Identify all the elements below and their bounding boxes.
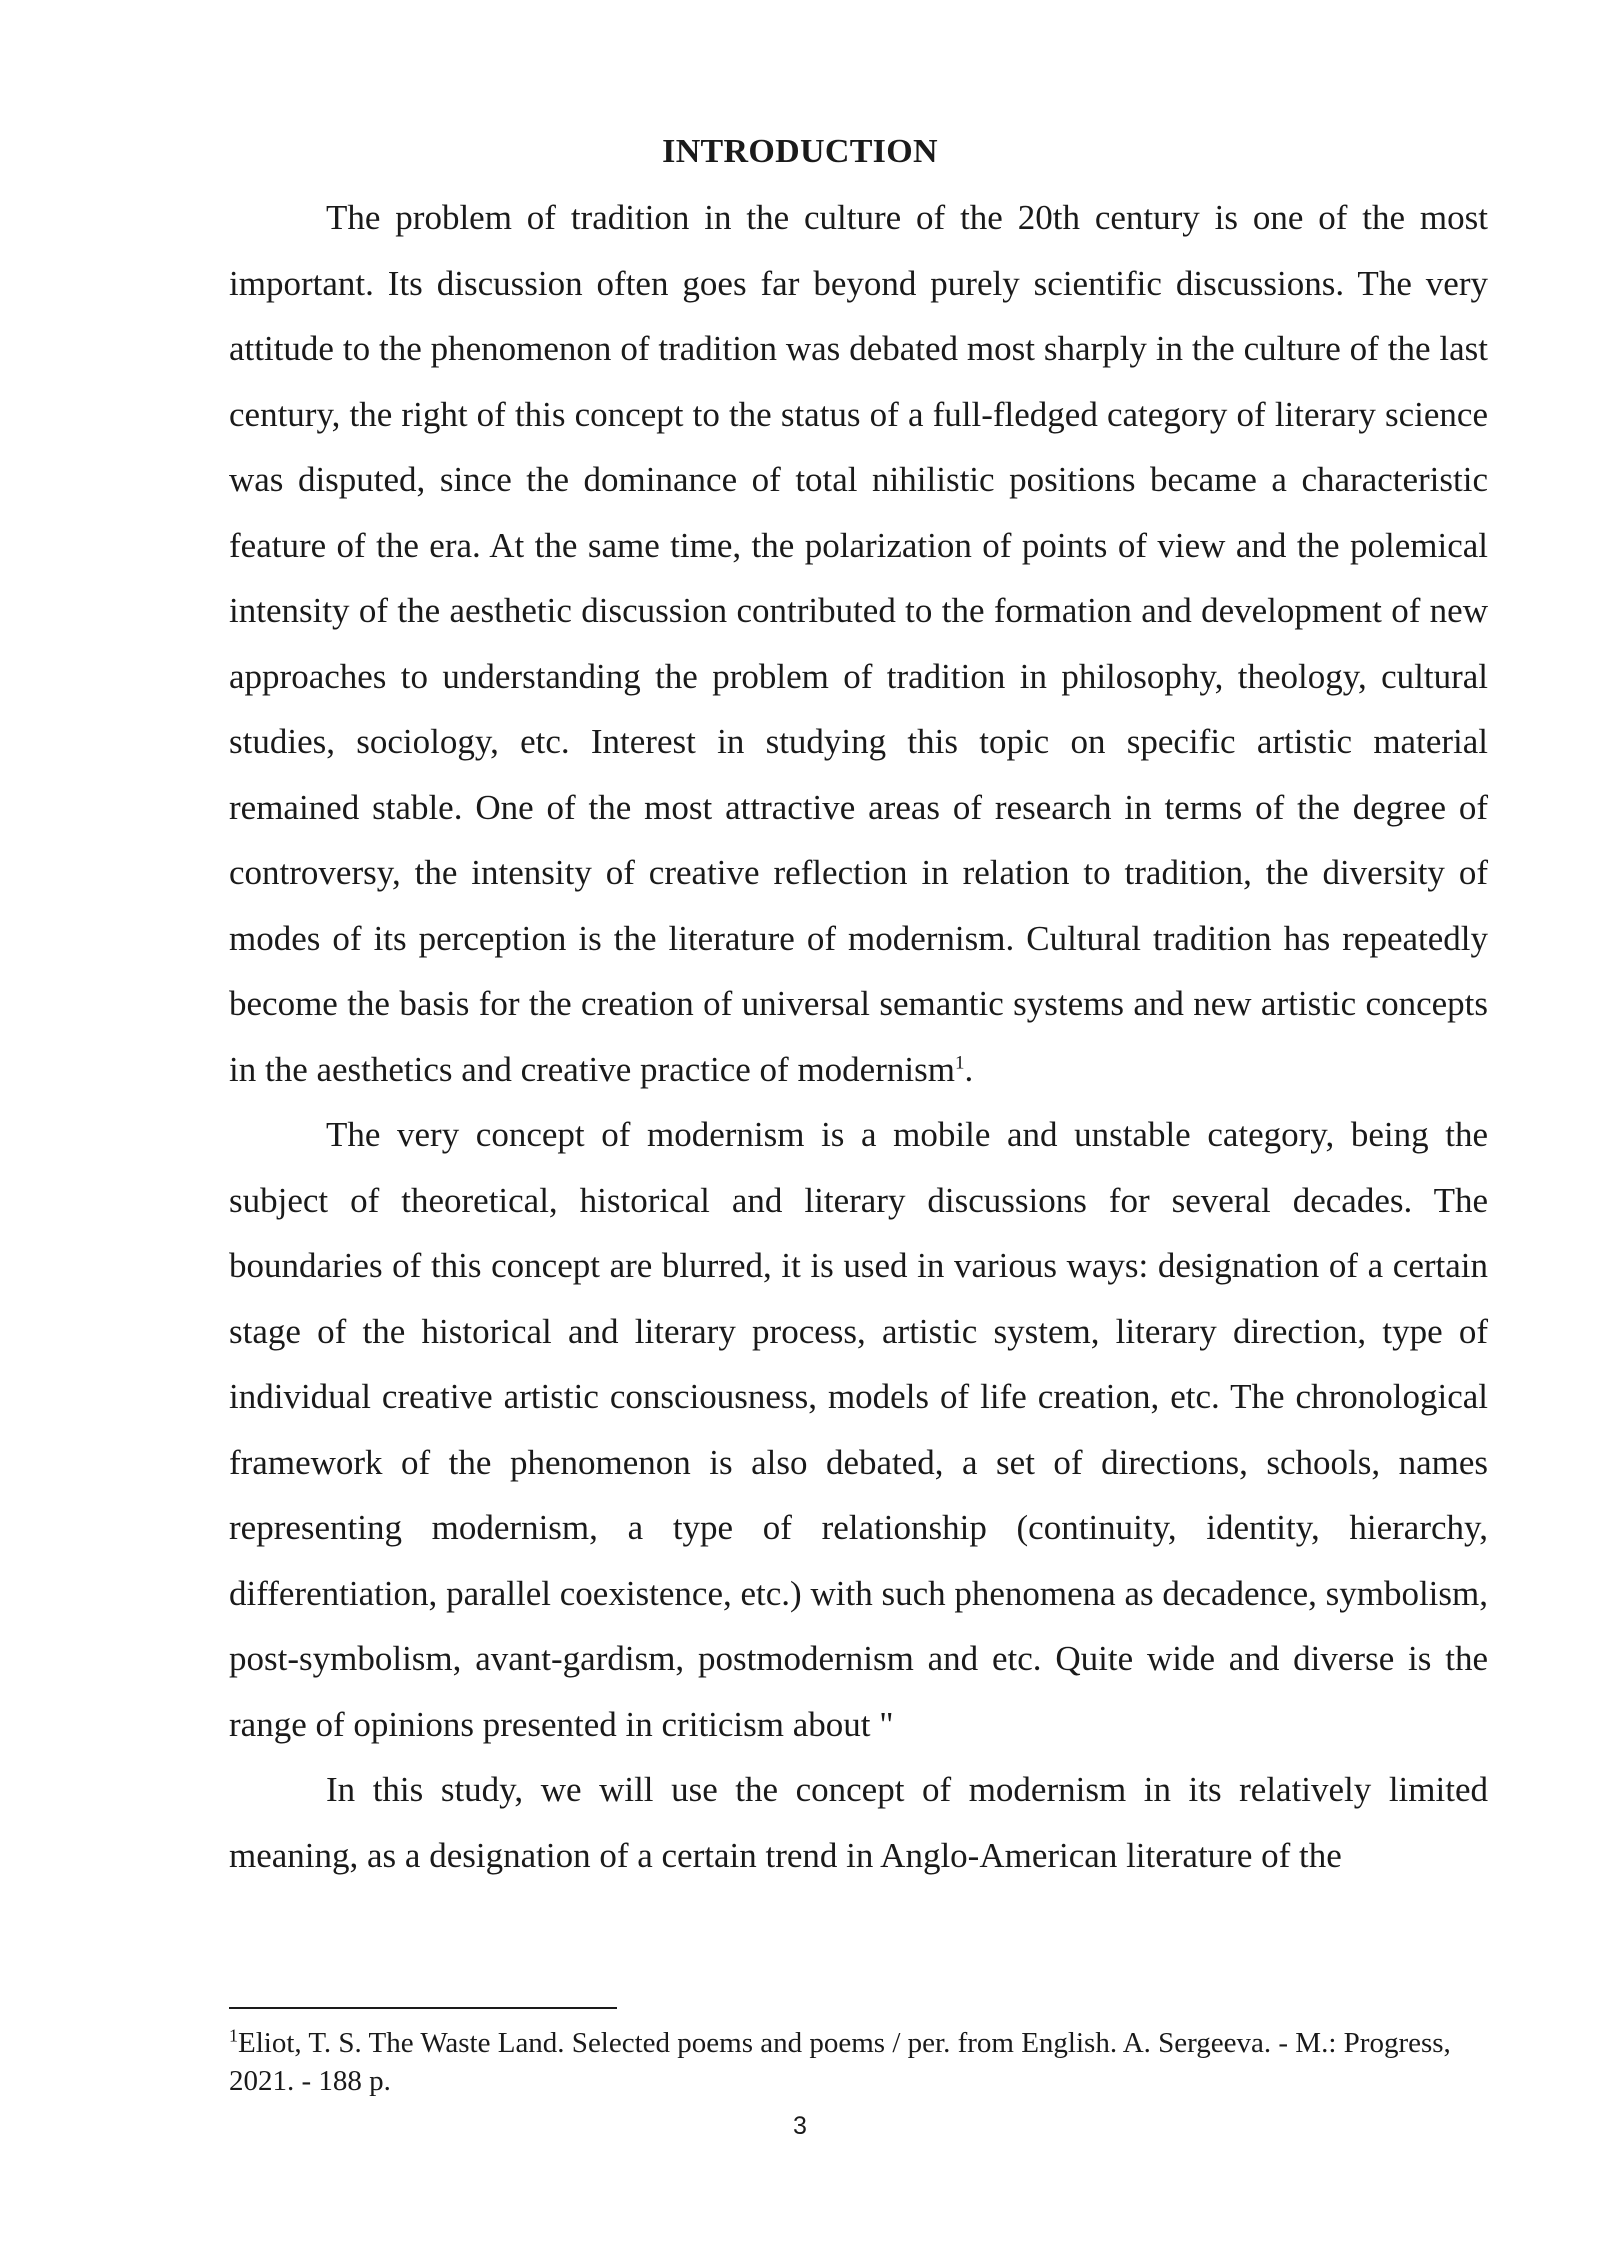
footnote-reference[interactable]: 1 bbox=[954, 1051, 965, 1073]
paragraph-2: The very concept of modernism is a mobile and unstable category, being the subject of theoretical, historical and literary discussions for several decades. The boundaries of this concept are blurred, it is used in various ways: designation of a certain stage of the historical and literary process, artistic system, literary direction, type of individual creative artistic consciousness, models of life creation, etc. The chronological framework of the phenomenon is also debated, a set of directions, schools, names representing modernism, a type of relationship (continuity, identity, hierarchy, differentiation, parallel coexistence, etc.) with such phenomena as decadence, symbolism, post-symbolism, avant-gardism, postmodernism and etc. Quite wide and diverse is the range of opinions presented in criticism about " bbox=[229, 1115, 1488, 1744]
footnote-number: 1 bbox=[229, 2025, 238, 2046]
footnote-divider bbox=[229, 2007, 617, 2009]
footnote bbox=[229, 2024, 1488, 2100]
paragraph-3: In this study, we will use the concept of modernism in its relatively limited meaning, as a designation of a certain trend in Anglo-American literature of the bbox=[229, 1770, 1488, 1875]
paragraph-1 bbox=[229, 185, 1488, 1102]
page-number: 3 bbox=[793, 2112, 807, 2140]
paragraph-1-end: . bbox=[964, 1049, 974, 1089]
paragraph-1-text: The problem of tradition in the culture of the 20th century is one of the most important. Its discussion often goes far beyond purely scientific discussions. The very attitude to the phenomenon of tradition was debated most sharply in the culture of the last century, the right of this concept to the status of a full-fledged category of literary science was disputed, since the dominance of total nihilistic positions became a characteristic feature of the era. At the same time, the polarization of points of view and the polemical intensity of the aesthetic discussion contributed to the formation and development of new approaches to understanding the problem of tradition in philosophy, theology, cultural studies, sociology, etc. Interest in studying this topic on specific artistic material remained stable. One of the most attractive areas of research in terms of the degree of controversy, the intensity of creative reflection in relation to tradition, the diversity of modes of its perception is the literature of modernism. Cultural tradition has repeatedly become the basis for the creation of universal semantic systems and new artistic concepts in the aesthetics and creative practice of modernism bbox=[229, 198, 1488, 1089]
body-text bbox=[229, 185, 1488, 1888]
page-title: INTRODUCTION bbox=[662, 133, 938, 170]
footnote-text: Eliot, T. S. The Waste Land. Selected poems and poems / per. from English. A. Sergeeva. - M.: Progress, 2021. - 188 p. bbox=[229, 2027, 1451, 2097]
